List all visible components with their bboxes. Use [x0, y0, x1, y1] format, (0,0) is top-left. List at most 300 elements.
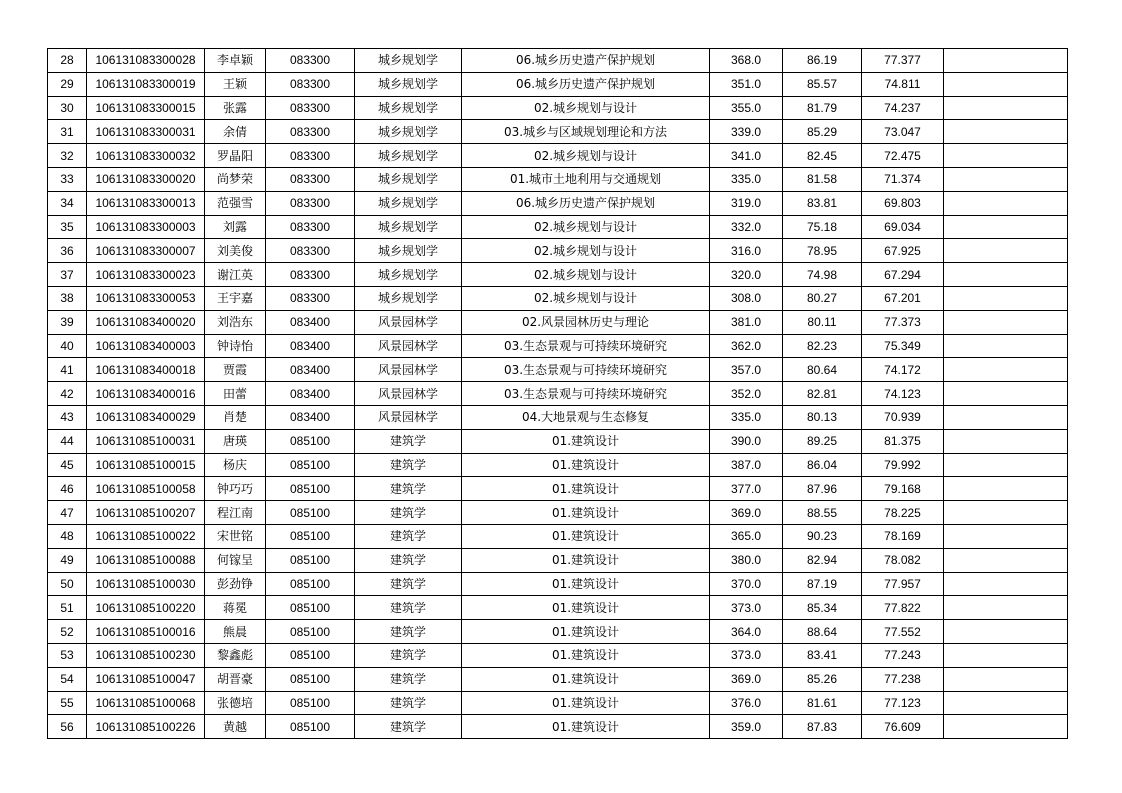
row-number-cell: 35 — [48, 215, 87, 239]
remark-cell — [944, 167, 1068, 191]
major-name-cell: 建筑学 — [355, 596, 462, 620]
major-name-cell: 城乡规划学 — [355, 144, 462, 168]
research-direction-cell: 01.建筑设计 — [462, 715, 710, 739]
research-direction-cell: 01.建筑设计 — [462, 572, 710, 596]
exam-score-cell: 373.0 — [710, 643, 783, 667]
major-name-cell: 城乡规划学 — [355, 72, 462, 96]
candidate-name-cell: 罗晶阳 — [205, 144, 266, 168]
interview-score-cell: 87.96 — [783, 477, 862, 501]
candidate-id-cell: 106131085100022 — [87, 524, 205, 548]
remark-cell — [944, 715, 1068, 739]
candidate-name-cell: 田蕾 — [205, 382, 266, 406]
candidate-name-cell: 贾霞 — [205, 358, 266, 382]
candidate-id-cell: 106131085100220 — [87, 596, 205, 620]
total-score-cell: 72.475 — [862, 144, 944, 168]
exam-score-cell: 316.0 — [710, 239, 783, 263]
major-code-cell: 083300 — [266, 144, 355, 168]
exam-score-cell: 369.0 — [710, 667, 783, 691]
total-score-cell: 77.373 — [862, 310, 944, 334]
candidate-name-cell: 何镓呈 — [205, 548, 266, 572]
total-score-cell: 77.377 — [862, 49, 944, 73]
interview-score-cell: 88.64 — [783, 620, 862, 644]
interview-score-cell: 88.55 — [783, 501, 862, 525]
total-score-cell: 69.034 — [862, 215, 944, 239]
candidate-name-cell: 张德培 — [205, 691, 266, 715]
row-number-cell: 53 — [48, 643, 87, 667]
interview-score-cell: 87.83 — [783, 715, 862, 739]
candidate-id-cell: 106131085100047 — [87, 667, 205, 691]
remark-cell — [944, 643, 1068, 667]
interview-score-cell: 86.04 — [783, 453, 862, 477]
candidate-id-cell: 106131083300032 — [87, 144, 205, 168]
table-row — [48, 358, 1068, 382]
major-code-cell: 083300 — [266, 167, 355, 191]
remark-cell — [944, 191, 1068, 215]
major-name-cell: 城乡规划学 — [355, 96, 462, 120]
table-row — [48, 382, 1068, 406]
remark-cell — [944, 239, 1068, 263]
interview-score-cell: 75.18 — [783, 215, 862, 239]
research-direction-cell: 01.建筑设计 — [462, 524, 710, 548]
candidate-id-cell: 106131083300023 — [87, 263, 205, 287]
major-name-cell: 城乡规划学 — [355, 167, 462, 191]
exam-score-cell: 368.0 — [710, 49, 783, 73]
remark-cell — [944, 596, 1068, 620]
table-row — [48, 620, 1068, 644]
exam-score-cell: 355.0 — [710, 96, 783, 120]
interview-score-cell: 85.29 — [783, 120, 862, 144]
total-score-cell: 77.822 — [862, 596, 944, 620]
remark-cell — [944, 429, 1068, 453]
research-direction-cell: 02.城乡规划与设计 — [462, 144, 710, 168]
row-number-cell: 47 — [48, 501, 87, 525]
major-code-cell: 085100 — [266, 477, 355, 501]
candidate-name-cell: 刘美俊 — [205, 239, 266, 263]
total-score-cell: 78.169 — [862, 524, 944, 548]
row-number-cell: 42 — [48, 382, 87, 406]
admission-results-table — [47, 48, 1068, 739]
candidate-name-cell: 蒋冕 — [205, 596, 266, 620]
interview-score-cell: 81.61 — [783, 691, 862, 715]
table-row — [48, 310, 1068, 334]
candidate-name-cell: 唐瑛 — [205, 429, 266, 453]
major-name-cell: 城乡规划学 — [355, 49, 462, 73]
candidate-id-cell: 106131085100226 — [87, 715, 205, 739]
candidate-name-cell: 余倩 — [205, 120, 266, 144]
row-number-cell: 32 — [48, 144, 87, 168]
total-score-cell: 73.047 — [862, 120, 944, 144]
exam-score-cell: 332.0 — [710, 215, 783, 239]
research-direction-cell: 02.城乡规划与设计 — [462, 286, 710, 310]
exam-score-cell: 370.0 — [710, 572, 783, 596]
major-code-cell: 083300 — [266, 72, 355, 96]
candidate-name-cell: 钟巧巧 — [205, 477, 266, 501]
major-code-cell: 085100 — [266, 429, 355, 453]
exam-score-cell: 369.0 — [710, 501, 783, 525]
remark-cell — [944, 310, 1068, 334]
table-row — [48, 453, 1068, 477]
exam-score-cell: 339.0 — [710, 120, 783, 144]
candidate-id-cell: 106131085100031 — [87, 429, 205, 453]
exam-score-cell: 364.0 — [710, 620, 783, 644]
candidate-name-cell: 程江南 — [205, 501, 266, 525]
remark-cell — [944, 96, 1068, 120]
exam-score-cell: 341.0 — [710, 144, 783, 168]
research-direction-cell: 01.建筑设计 — [462, 548, 710, 572]
major-name-cell: 城乡规划学 — [355, 286, 462, 310]
major-name-cell: 风景园林学 — [355, 358, 462, 382]
research-direction-cell: 01.建筑设计 — [462, 620, 710, 644]
research-direction-cell: 01.建筑设计 — [462, 429, 710, 453]
major-code-cell: 083300 — [266, 49, 355, 73]
total-score-cell: 78.082 — [862, 548, 944, 572]
remark-cell — [944, 620, 1068, 644]
major-code-cell: 083300 — [266, 120, 355, 144]
row-number-cell: 36 — [48, 239, 87, 263]
major-code-cell: 085100 — [266, 596, 355, 620]
row-number-cell: 48 — [48, 524, 87, 548]
major-code-cell: 083400 — [266, 382, 355, 406]
row-number-cell: 55 — [48, 691, 87, 715]
major-name-cell: 城乡规划学 — [355, 191, 462, 215]
exam-score-cell: 351.0 — [710, 72, 783, 96]
research-direction-cell: 01.建筑设计 — [462, 643, 710, 667]
interview-score-cell: 80.11 — [783, 310, 862, 334]
total-score-cell: 75.349 — [862, 334, 944, 358]
candidate-id-cell: 106131083300007 — [87, 239, 205, 263]
major-name-cell: 建筑学 — [355, 524, 462, 548]
research-direction-cell: 01.建筑设计 — [462, 453, 710, 477]
major-code-cell: 085100 — [266, 501, 355, 525]
exam-score-cell: 376.0 — [710, 691, 783, 715]
interview-score-cell: 90.23 — [783, 524, 862, 548]
major-name-cell: 城乡规划学 — [355, 215, 462, 239]
major-name-cell: 建筑学 — [355, 691, 462, 715]
major-name-cell: 建筑学 — [355, 715, 462, 739]
research-direction-cell: 03.生态景观与可持续环境研究 — [462, 358, 710, 382]
remark-cell — [944, 72, 1068, 96]
major-code-cell: 083400 — [266, 310, 355, 334]
interview-score-cell: 86.19 — [783, 49, 862, 73]
candidate-id-cell: 106131085100088 — [87, 548, 205, 572]
remark-cell — [944, 215, 1068, 239]
candidate-id-cell: 106131083300015 — [87, 96, 205, 120]
exam-score-cell: 381.0 — [710, 310, 783, 334]
total-score-cell: 69.803 — [862, 191, 944, 215]
candidate-name-cell: 黎鑫彪 — [205, 643, 266, 667]
exam-score-cell: 380.0 — [710, 548, 783, 572]
row-number-cell: 28 — [48, 49, 87, 73]
candidate-id-cell: 106131083300031 — [87, 120, 205, 144]
interview-score-cell: 80.27 — [783, 286, 862, 310]
research-direction-cell: 03.生态景观与可持续环境研究 — [462, 334, 710, 358]
candidate-name-cell: 尚梦荣 — [205, 167, 266, 191]
row-number-cell: 40 — [48, 334, 87, 358]
interview-score-cell: 81.79 — [783, 96, 862, 120]
major-name-cell: 城乡规划学 — [355, 120, 462, 144]
table-row — [48, 239, 1068, 263]
table-row — [48, 191, 1068, 215]
row-number-cell: 51 — [48, 596, 87, 620]
remark-cell — [944, 453, 1068, 477]
major-name-cell: 风景园林学 — [355, 334, 462, 358]
table-row — [48, 334, 1068, 358]
candidate-name-cell: 刘露 — [205, 215, 266, 239]
remark-cell — [944, 286, 1068, 310]
table-body — [48, 49, 1068, 739]
total-score-cell: 74.123 — [862, 382, 944, 406]
candidate-id-cell: 106131085100030 — [87, 572, 205, 596]
remark-cell — [944, 120, 1068, 144]
interview-score-cell: 80.13 — [783, 405, 862, 429]
candidate-name-cell: 黄越 — [205, 715, 266, 739]
interview-score-cell: 78.95 — [783, 239, 862, 263]
major-name-cell: 建筑学 — [355, 501, 462, 525]
major-name-cell: 建筑学 — [355, 477, 462, 501]
major-name-cell: 风景园林学 — [355, 405, 462, 429]
row-number-cell: 38 — [48, 286, 87, 310]
total-score-cell: 81.375 — [862, 429, 944, 453]
table-row — [48, 263, 1068, 287]
row-number-cell: 41 — [48, 358, 87, 382]
major-code-cell: 083400 — [266, 334, 355, 358]
exam-score-cell: 357.0 — [710, 358, 783, 382]
interview-score-cell: 83.81 — [783, 191, 862, 215]
row-number-cell: 30 — [48, 96, 87, 120]
exam-score-cell: 320.0 — [710, 263, 783, 287]
row-number-cell: 45 — [48, 453, 87, 477]
candidate-id-cell: 106131083400003 — [87, 334, 205, 358]
research-direction-cell: 01.建筑设计 — [462, 691, 710, 715]
remark-cell — [944, 382, 1068, 406]
research-direction-cell: 03.城乡与区域规划理论和方法 — [462, 120, 710, 144]
total-score-cell: 77.123 — [862, 691, 944, 715]
candidate-id-cell: 106131083300019 — [87, 72, 205, 96]
remark-cell — [944, 263, 1068, 287]
exam-score-cell: 359.0 — [710, 715, 783, 739]
table-row — [48, 49, 1068, 73]
row-number-cell: 49 — [48, 548, 87, 572]
candidate-id-cell: 106131083400020 — [87, 310, 205, 334]
remark-cell — [944, 524, 1068, 548]
total-score-cell: 74.237 — [862, 96, 944, 120]
major-name-cell: 建筑学 — [355, 620, 462, 644]
total-score-cell: 77.957 — [862, 572, 944, 596]
exam-score-cell: 352.0 — [710, 382, 783, 406]
major-code-cell: 085100 — [266, 524, 355, 548]
remark-cell — [944, 477, 1068, 501]
exam-score-cell: 362.0 — [710, 334, 783, 358]
major-name-cell: 建筑学 — [355, 453, 462, 477]
research-direction-cell: 06.城乡历史遗产保护规划 — [462, 49, 710, 73]
research-direction-cell: 06.城乡历史遗产保护规划 — [462, 72, 710, 96]
major-name-cell: 建筑学 — [355, 572, 462, 596]
row-number-cell: 39 — [48, 310, 87, 334]
row-number-cell: 29 — [48, 72, 87, 96]
interview-score-cell: 82.81 — [783, 382, 862, 406]
exam-score-cell: 390.0 — [710, 429, 783, 453]
major-code-cell: 085100 — [266, 691, 355, 715]
research-direction-cell: 02.城乡规划与设计 — [462, 215, 710, 239]
interview-score-cell: 82.45 — [783, 144, 862, 168]
row-number-cell: 50 — [48, 572, 87, 596]
total-score-cell: 67.925 — [862, 239, 944, 263]
research-direction-cell: 04.大地景观与生态修复 — [462, 405, 710, 429]
major-code-cell: 083300 — [266, 96, 355, 120]
candidate-name-cell: 肖楚 — [205, 405, 266, 429]
interview-score-cell: 74.98 — [783, 263, 862, 287]
table-row — [48, 667, 1068, 691]
major-code-cell: 085100 — [266, 715, 355, 739]
table-row — [48, 120, 1068, 144]
table-row — [48, 96, 1068, 120]
candidate-id-cell: 106131085100016 — [87, 620, 205, 644]
total-score-cell: 70.939 — [862, 405, 944, 429]
major-code-cell: 083300 — [266, 286, 355, 310]
major-code-cell: 083300 — [266, 215, 355, 239]
major-name-cell: 风景园林学 — [355, 382, 462, 406]
table-row — [48, 643, 1068, 667]
remark-cell — [944, 548, 1068, 572]
remark-cell — [944, 691, 1068, 715]
major-code-cell: 085100 — [266, 548, 355, 572]
row-number-cell: 56 — [48, 715, 87, 739]
exam-score-cell: 365.0 — [710, 524, 783, 548]
table-row — [48, 167, 1068, 191]
research-direction-cell: 01.建筑设计 — [462, 667, 710, 691]
research-direction-cell: 06.城乡历史遗产保护规划 — [462, 191, 710, 215]
exam-score-cell: 335.0 — [710, 167, 783, 191]
major-name-cell: 建筑学 — [355, 643, 462, 667]
remark-cell — [944, 144, 1068, 168]
major-code-cell: 085100 — [266, 453, 355, 477]
major-name-cell: 城乡规划学 — [355, 263, 462, 287]
research-direction-cell: 01.城市土地利用与交通规划 — [462, 167, 710, 191]
candidate-id-cell: 106131085100015 — [87, 453, 205, 477]
candidate-name-cell: 张露 — [205, 96, 266, 120]
candidate-name-cell: 熊晨 — [205, 620, 266, 644]
remark-cell — [944, 572, 1068, 596]
candidate-name-cell: 范强雪 — [205, 191, 266, 215]
interview-score-cell: 85.26 — [783, 667, 862, 691]
candidate-name-cell: 王颖 — [205, 72, 266, 96]
candidate-id-cell: 106131083300003 — [87, 215, 205, 239]
candidate-name-cell: 钟诗怡 — [205, 334, 266, 358]
candidate-id-cell: 106131083300020 — [87, 167, 205, 191]
research-direction-cell: 02.城乡规划与设计 — [462, 96, 710, 120]
total-score-cell: 77.552 — [862, 620, 944, 644]
table-row — [48, 691, 1068, 715]
candidate-id-cell: 106131083300013 — [87, 191, 205, 215]
remark-cell — [944, 501, 1068, 525]
table-row — [48, 215, 1068, 239]
total-score-cell: 67.201 — [862, 286, 944, 310]
table-row — [48, 524, 1068, 548]
candidate-id-cell: 106131085100058 — [87, 477, 205, 501]
total-score-cell: 78.225 — [862, 501, 944, 525]
major-code-cell: 083300 — [266, 263, 355, 287]
interview-score-cell: 85.34 — [783, 596, 862, 620]
table-row — [48, 596, 1068, 620]
total-score-cell: 79.168 — [862, 477, 944, 501]
major-name-cell: 城乡规划学 — [355, 239, 462, 263]
major-code-cell: 085100 — [266, 643, 355, 667]
candidate-name-cell: 李卓颖 — [205, 49, 266, 73]
interview-score-cell: 83.41 — [783, 643, 862, 667]
candidate-id-cell: 106131083400016 — [87, 382, 205, 406]
row-number-cell: 37 — [48, 263, 87, 287]
candidate-id-cell: 106131083400018 — [87, 358, 205, 382]
remark-cell — [944, 358, 1068, 382]
major-code-cell: 083300 — [266, 239, 355, 263]
exam-score-cell: 387.0 — [710, 453, 783, 477]
research-direction-cell: 01.建筑设计 — [462, 596, 710, 620]
research-direction-cell: 03.生态景观与可持续环境研究 — [462, 382, 710, 406]
candidate-name-cell: 王宇嘉 — [205, 286, 266, 310]
interview-score-cell: 89.25 — [783, 429, 862, 453]
candidate-name-cell: 彭劲铮 — [205, 572, 266, 596]
major-code-cell: 083300 — [266, 191, 355, 215]
table-row — [48, 548, 1068, 572]
candidate-id-cell: 106131083400029 — [87, 405, 205, 429]
total-score-cell: 74.811 — [862, 72, 944, 96]
candidate-id-cell: 106131085100207 — [87, 501, 205, 525]
row-number-cell: 52 — [48, 620, 87, 644]
table-row — [48, 405, 1068, 429]
total-score-cell: 74.172 — [862, 358, 944, 382]
interview-score-cell: 82.94 — [783, 548, 862, 572]
table-row — [48, 144, 1068, 168]
exam-score-cell: 308.0 — [710, 286, 783, 310]
total-score-cell: 79.992 — [862, 453, 944, 477]
research-direction-cell: 01.建筑设计 — [462, 501, 710, 525]
research-direction-cell: 01.建筑设计 — [462, 477, 710, 501]
major-name-cell: 风景园林学 — [355, 310, 462, 334]
total-score-cell: 77.238 — [862, 667, 944, 691]
total-score-cell: 67.294 — [862, 263, 944, 287]
interview-score-cell: 80.64 — [783, 358, 862, 382]
table-row — [48, 429, 1068, 453]
candidate-id-cell: 106131085100068 — [87, 691, 205, 715]
table-row — [48, 477, 1068, 501]
remark-cell — [944, 49, 1068, 73]
major-code-cell: 083400 — [266, 358, 355, 382]
row-number-cell: 46 — [48, 477, 87, 501]
remark-cell — [944, 334, 1068, 358]
major-name-cell: 建筑学 — [355, 548, 462, 572]
major-name-cell: 建筑学 — [355, 429, 462, 453]
exam-score-cell: 319.0 — [710, 191, 783, 215]
interview-score-cell: 87.19 — [783, 572, 862, 596]
research-direction-cell: 02.风景园林历史与理论 — [462, 310, 710, 334]
row-number-cell: 43 — [48, 405, 87, 429]
candidate-name-cell: 宋世铭 — [205, 524, 266, 548]
row-number-cell: 44 — [48, 429, 87, 453]
candidate-id-cell: 106131083300053 — [87, 286, 205, 310]
row-number-cell: 54 — [48, 667, 87, 691]
candidate-id-cell: 106131085100230 — [87, 643, 205, 667]
research-direction-cell: 02.城乡规划与设计 — [462, 239, 710, 263]
major-code-cell: 085100 — [266, 620, 355, 644]
table-row — [48, 72, 1068, 96]
row-number-cell: 31 — [48, 120, 87, 144]
exam-score-cell: 373.0 — [710, 596, 783, 620]
table-row — [48, 572, 1068, 596]
major-code-cell: 083400 — [266, 405, 355, 429]
total-score-cell: 77.243 — [862, 643, 944, 667]
research-direction-cell: 02.城乡规划与设计 — [462, 263, 710, 287]
interview-score-cell: 82.23 — [783, 334, 862, 358]
